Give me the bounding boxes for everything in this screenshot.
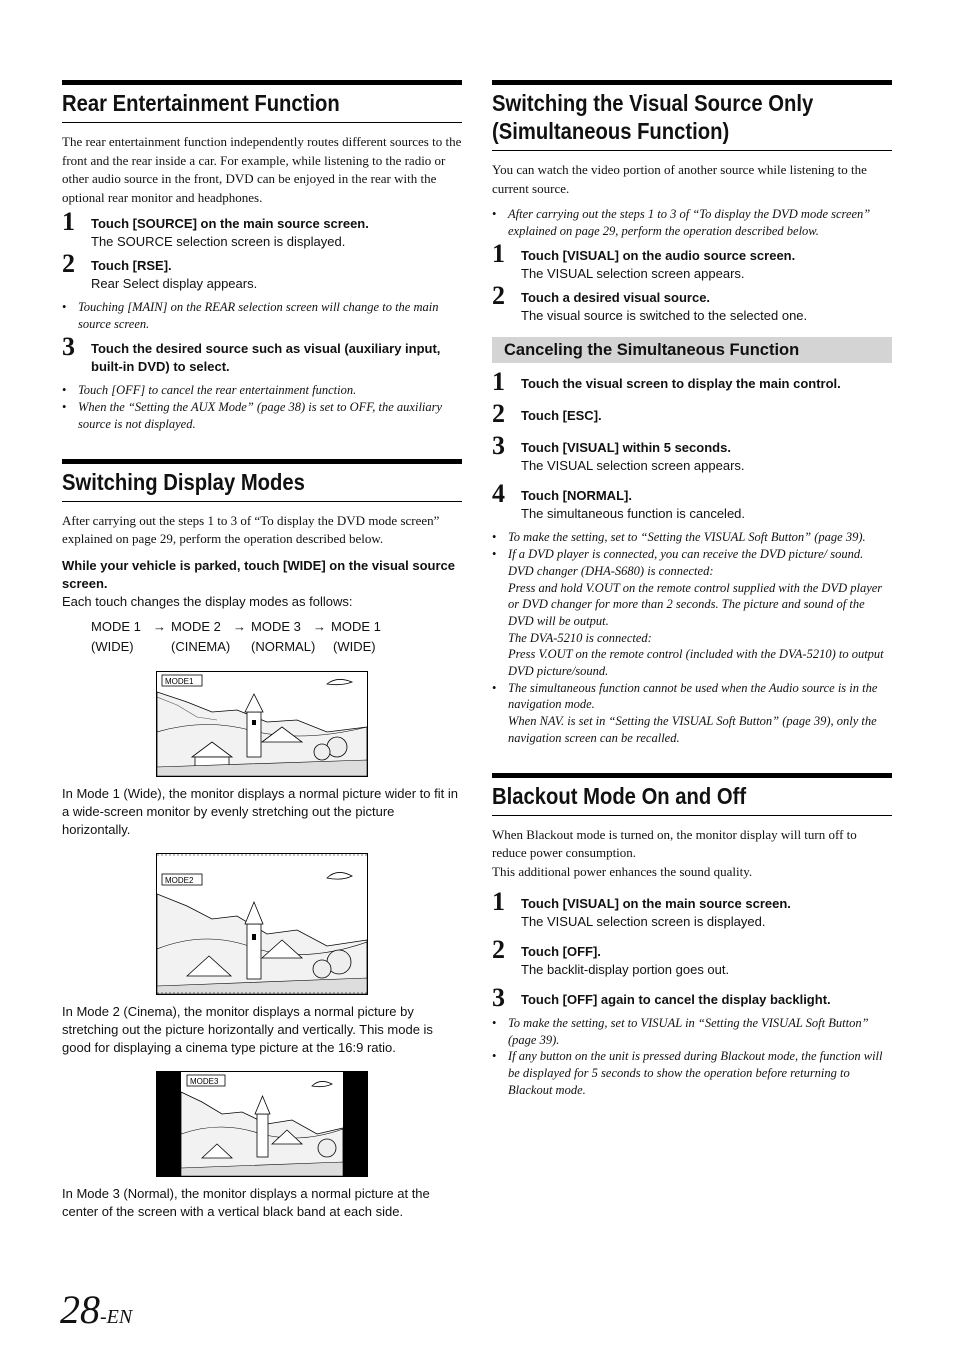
landscape-illustration [156,671,368,777]
mode1-figure [62,671,462,777]
mode-label: (WIDE) [91,638,134,654]
left-column [62,80,462,1221]
section-header-display-modes [62,459,462,502]
step-title: Touch a desired visual source. [521,290,711,306]
cancel-step-3 [492,431,892,475]
section-title-line2: (Simultaneous Function) [492,118,730,144]
step-title: Touch [ESC]. [521,408,602,424]
step-number: 1 [492,239,505,269]
step-title: Touch the desired source such as visual (auxiliary input, built-in DVD) to select. [91,341,441,375]
mode-label: (NORMAL) [251,638,316,654]
step-title: Touch the visual screen to display the main control. [521,376,841,392]
step-description: The SOURCE selection screen is displayed. [91,234,346,249]
mode3-figure [62,1071,462,1177]
arrow-icon: → [313,618,326,634]
step-number: 4 [492,479,505,509]
figure-caption: In Mode 2 (Cinema), the monitor displays a normal picture by stretching out the picture horizontally and vertically. This mode is good for displaying a cinema type picture at the 16:9 ratio. [62,1003,433,1055]
each-touch-text: Each touch changes the display modes as follows: [62,593,353,609]
bold-instruction: While your vehicle is parked, touch [WIDE] on the visual source screen. [62,557,455,591]
right-column [492,80,892,1107]
section-header-rear-entertainment [62,80,462,123]
step-number: 2 [492,281,505,311]
section-title: Rear Entertainment Function [62,90,340,116]
step-1 [492,887,892,931]
arrow-icon: → [233,618,246,634]
step-2 [492,281,892,325]
mode-item: MODE 2 [171,618,221,634]
mode-label: (WIDE) [333,638,376,654]
notes-list [492,206,892,239]
intro-paragraph: This additional power enhances the sound quality. [492,863,753,879]
step-title: Touch [NORMAL]. [521,488,632,504]
mode-item: MODE 1 [331,618,381,634]
mode-label: (CINEMA) [171,638,231,654]
step-3 [492,983,892,1013]
mode-sequence [91,617,462,657]
cancel-step-2 [492,399,892,429]
page-footer [60,1288,132,1332]
step-1 [62,207,462,251]
cancel-step-1 [492,367,892,397]
note-item: • After carrying out the steps 1 to 3 of “To display the DVD mode screen” explained on page 29, perform the operation described below. [492,206,892,239]
step-title: Touch [SOURCE] on the main source screen. [91,216,369,231]
landscape-illustration [156,1071,368,1177]
note-item: • When the “Setting the AUX Mode” (page 38) is set to OFF, the auxiliary source is not displayed. [62,399,462,432]
page-number: 28 [60,1287,100,1332]
step-description: The visual source is switched to the selected one. [521,308,808,324]
step-description: The VISUAL selection screen is displayed. [521,914,766,930]
step-2 [62,249,462,293]
note-item: • Touching [MAIN] on the REAR selection screen will change to the main source screen. [62,299,462,332]
step-description: The VISUAL selection screen appears. [521,266,745,282]
step-description: The backlit-display portion goes out. [521,962,730,978]
section-header-simultaneous [492,80,892,151]
step-3 [62,332,462,376]
notes-list [62,299,462,332]
step-description: The simultaneous function is canceled. [521,506,746,522]
mode-label: MODE1 [165,676,194,686]
intro-paragraph: The rear entertainment function independently routes different sources to the front and the rear inside a car. For example, while listening to the radio or other audio source in the front, DVD can be enjoyed in the rear with the optional rear monitor and headphones. [62,134,462,205]
note-item: • To make the setting, set to “Setting the VISUAL Soft Button” (page 39). [492,529,892,546]
step-title: Touch [OFF] again to cancel the display backlight. [521,992,831,1008]
landscape-illustration [156,853,368,995]
note-item: • If any button on the unit is pressed during Blackout mode, the function will be displayed for 5 seconds to show the operation before returning to Blackout mode. [492,1048,892,1098]
step-title: Touch [VISUAL] on the audio source screen. [521,248,796,264]
step-title: Touch [RSE]. [91,258,172,273]
mode-item: MODE 3 [251,618,301,634]
mode2-figure [62,853,462,995]
notes-list [492,1015,892,1099]
step-number: 2 [62,249,75,278]
step-number: 3 [492,431,505,461]
mode-label: MODE2 [165,875,194,885]
step-number: 2 [492,399,505,429]
step-2 [492,935,892,979]
note-item: • Touch [OFF] to cancel the rear entertainment function. [62,382,462,399]
notes-list [62,382,462,432]
section-title: Switching Display Modes [62,468,305,495]
note-item: • If a DVD player is connected, you can receive the DVD picture/ sound. DVD changer (DHA-S680) is connected: Press and hold V.OUT on the remote control supplied with the DVD player or DVD changer for more than 2 seconds. The picture and sound of the DVD will be output. The DVA-5210 is connected: Press V.OUT on the remote control (included with the DVA-5210) to output DVD picture/sound. [492,546,892,680]
step-number: 1 [62,207,75,236]
step-1 [492,239,892,283]
mode-label: MODE3 [190,1076,219,1086]
intro-paragraph: After carrying out the steps 1 to 3 of “To display the DVD mode screen” explained on page 29, perform the operation described below. [62,512,440,547]
section-title-line1: Switching the Visual Source Only [492,90,814,116]
page-suffix: -EN [100,1306,133,1328]
mode-item: MODE 1 [91,618,141,634]
step-number: 1 [492,367,505,397]
arrow-icon: → [153,618,166,634]
step-number: 1 [492,887,505,917]
section-header-blackout [492,773,892,816]
step-description: The VISUAL selection screen appears. [521,458,745,474]
step-title: Touch [OFF]. [521,944,601,960]
step-title: Touch [VISUAL] on the main source screen. [521,896,791,912]
intro-paragraph: You can watch the video portion of another source while listening to the current source. [492,162,867,196]
notes-list [492,529,892,746]
note-item: • To make the setting, set to VISUAL in “Setting the VISUAL Soft Button” (page 39). [492,1015,892,1048]
step-number: 3 [62,332,75,362]
note-item: • The simultaneous function cannot be used when the Audio source is in the navigation mode. When NAV. is set in “Setting the VISUAL Soft Button” (page 39), only the navigation screen can be recalled. [492,680,892,747]
step-description: Rear Select display appears. [91,276,258,291]
subsection-header-canceling: Canceling the Simultaneous Function [492,337,892,363]
step-title: Touch [VISUAL] within 5 seconds. [521,440,731,456]
intro-paragraph: When Blackout mode is turned on, the monitor display will turn off to reduce power consumption. [492,826,857,861]
step-number: 2 [492,935,505,965]
step-number: 3 [492,983,505,1013]
cancel-step-4 [492,479,892,523]
figure-caption: In Mode 3 (Normal), the monitor displays a normal picture at the center of the screen with a vertical black band at each side. [62,1185,430,1219]
section-title: Blackout Mode On and Off [492,782,747,809]
figure-caption: In Mode 1 (Wide), the monitor displays a normal picture wider to fit in a wide-screen monitor by evenly stretching out the picture horizontally. [62,785,458,837]
